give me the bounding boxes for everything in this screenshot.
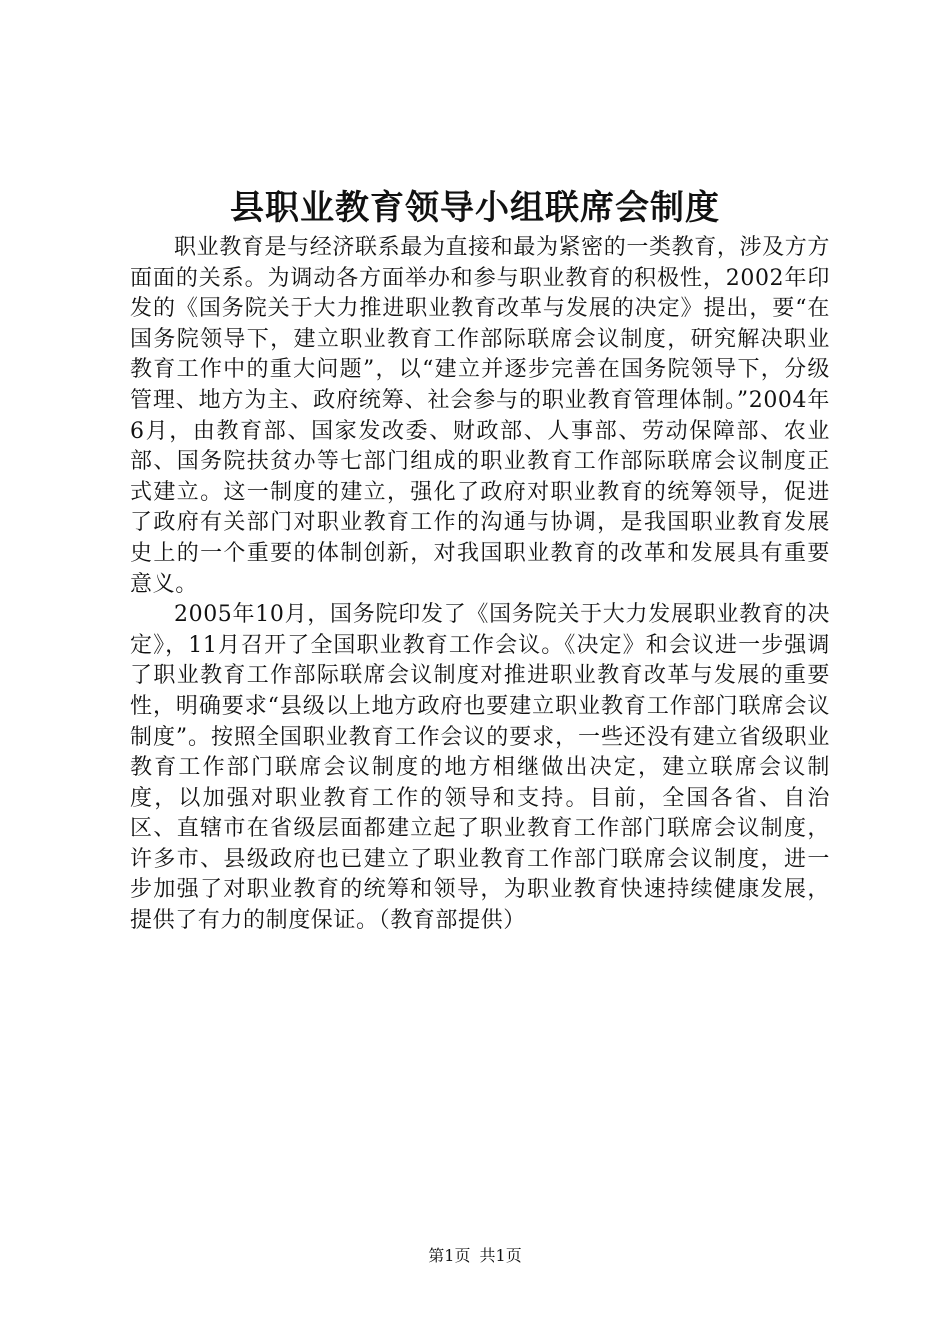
page-number: 第1页 <box>428 1246 471 1265</box>
page-footer <box>0 1246 950 1266</box>
document-body <box>130 233 830 937</box>
paragraph-1: 职业教育是与经济联系最为直接和最为紧密的一类教育，涉及方方面面的关系。为调动各方面举办和参与职业教育的积极性，2002年印发的《国务院关于大力推进职业教育改革与发展的决定》提出，要“在国务院领导下，建立职业教育工作部际联席会议制度，研究解决职业教育工作中的重大问题”，以“建立并逐步完善在国务院领导下，分级管理、地方为主、政府统筹、社会参与的职业教育管理体制。”2004年6月，由教育部、国家发改委、财政部、人事部、劳动保障部、农业部、国务院扶贫办等七部门组成的职业教育工作部际联席会议制度正式建立。这一制度的建立，强化了政府对职业教育的统筹领导，促进了政府有关部门对职业教育工作的沟通与协调，是我国职业教育发展史上的一个重要的体制创新，对我国职业教育的改革和发展具有重要意义。 <box>130 235 830 597</box>
document-title: 县职业教育领导小组联席会制度 <box>230 188 720 228</box>
page-total: 共1页 <box>479 1246 522 1265</box>
paragraph-2: 2005年10月，国务院印发了《国务院关于大力发展职业教育的决定》，11月召开了全国职业教育工作会议。《决定》和会议进一步强调了职业教育工作部际联席会议制度对推进职业教育改革与发展的重要性，明确要求“县级以上地方政府也要建立职业教育工作部门联席会议制度”。按照全国职业教育工作会议的要求，一些还没有建立省级职业教育工作部门联席会议制度的地方相继做出决定，建立联席会议制度，以加强对职业教育工作的领导和支持。目前，全国各省、自治区、直辖市在省级层面都建立起了职业教育工作部门联席会议制度，许多市、县级政府也已建立了职业教育工作部门联席会议制度，进一步加强了对职业教育的统筹和领导，为职业教育快速持续健康发展，提供了有力的制度保证。（教育部提供） <box>130 602 830 934</box>
